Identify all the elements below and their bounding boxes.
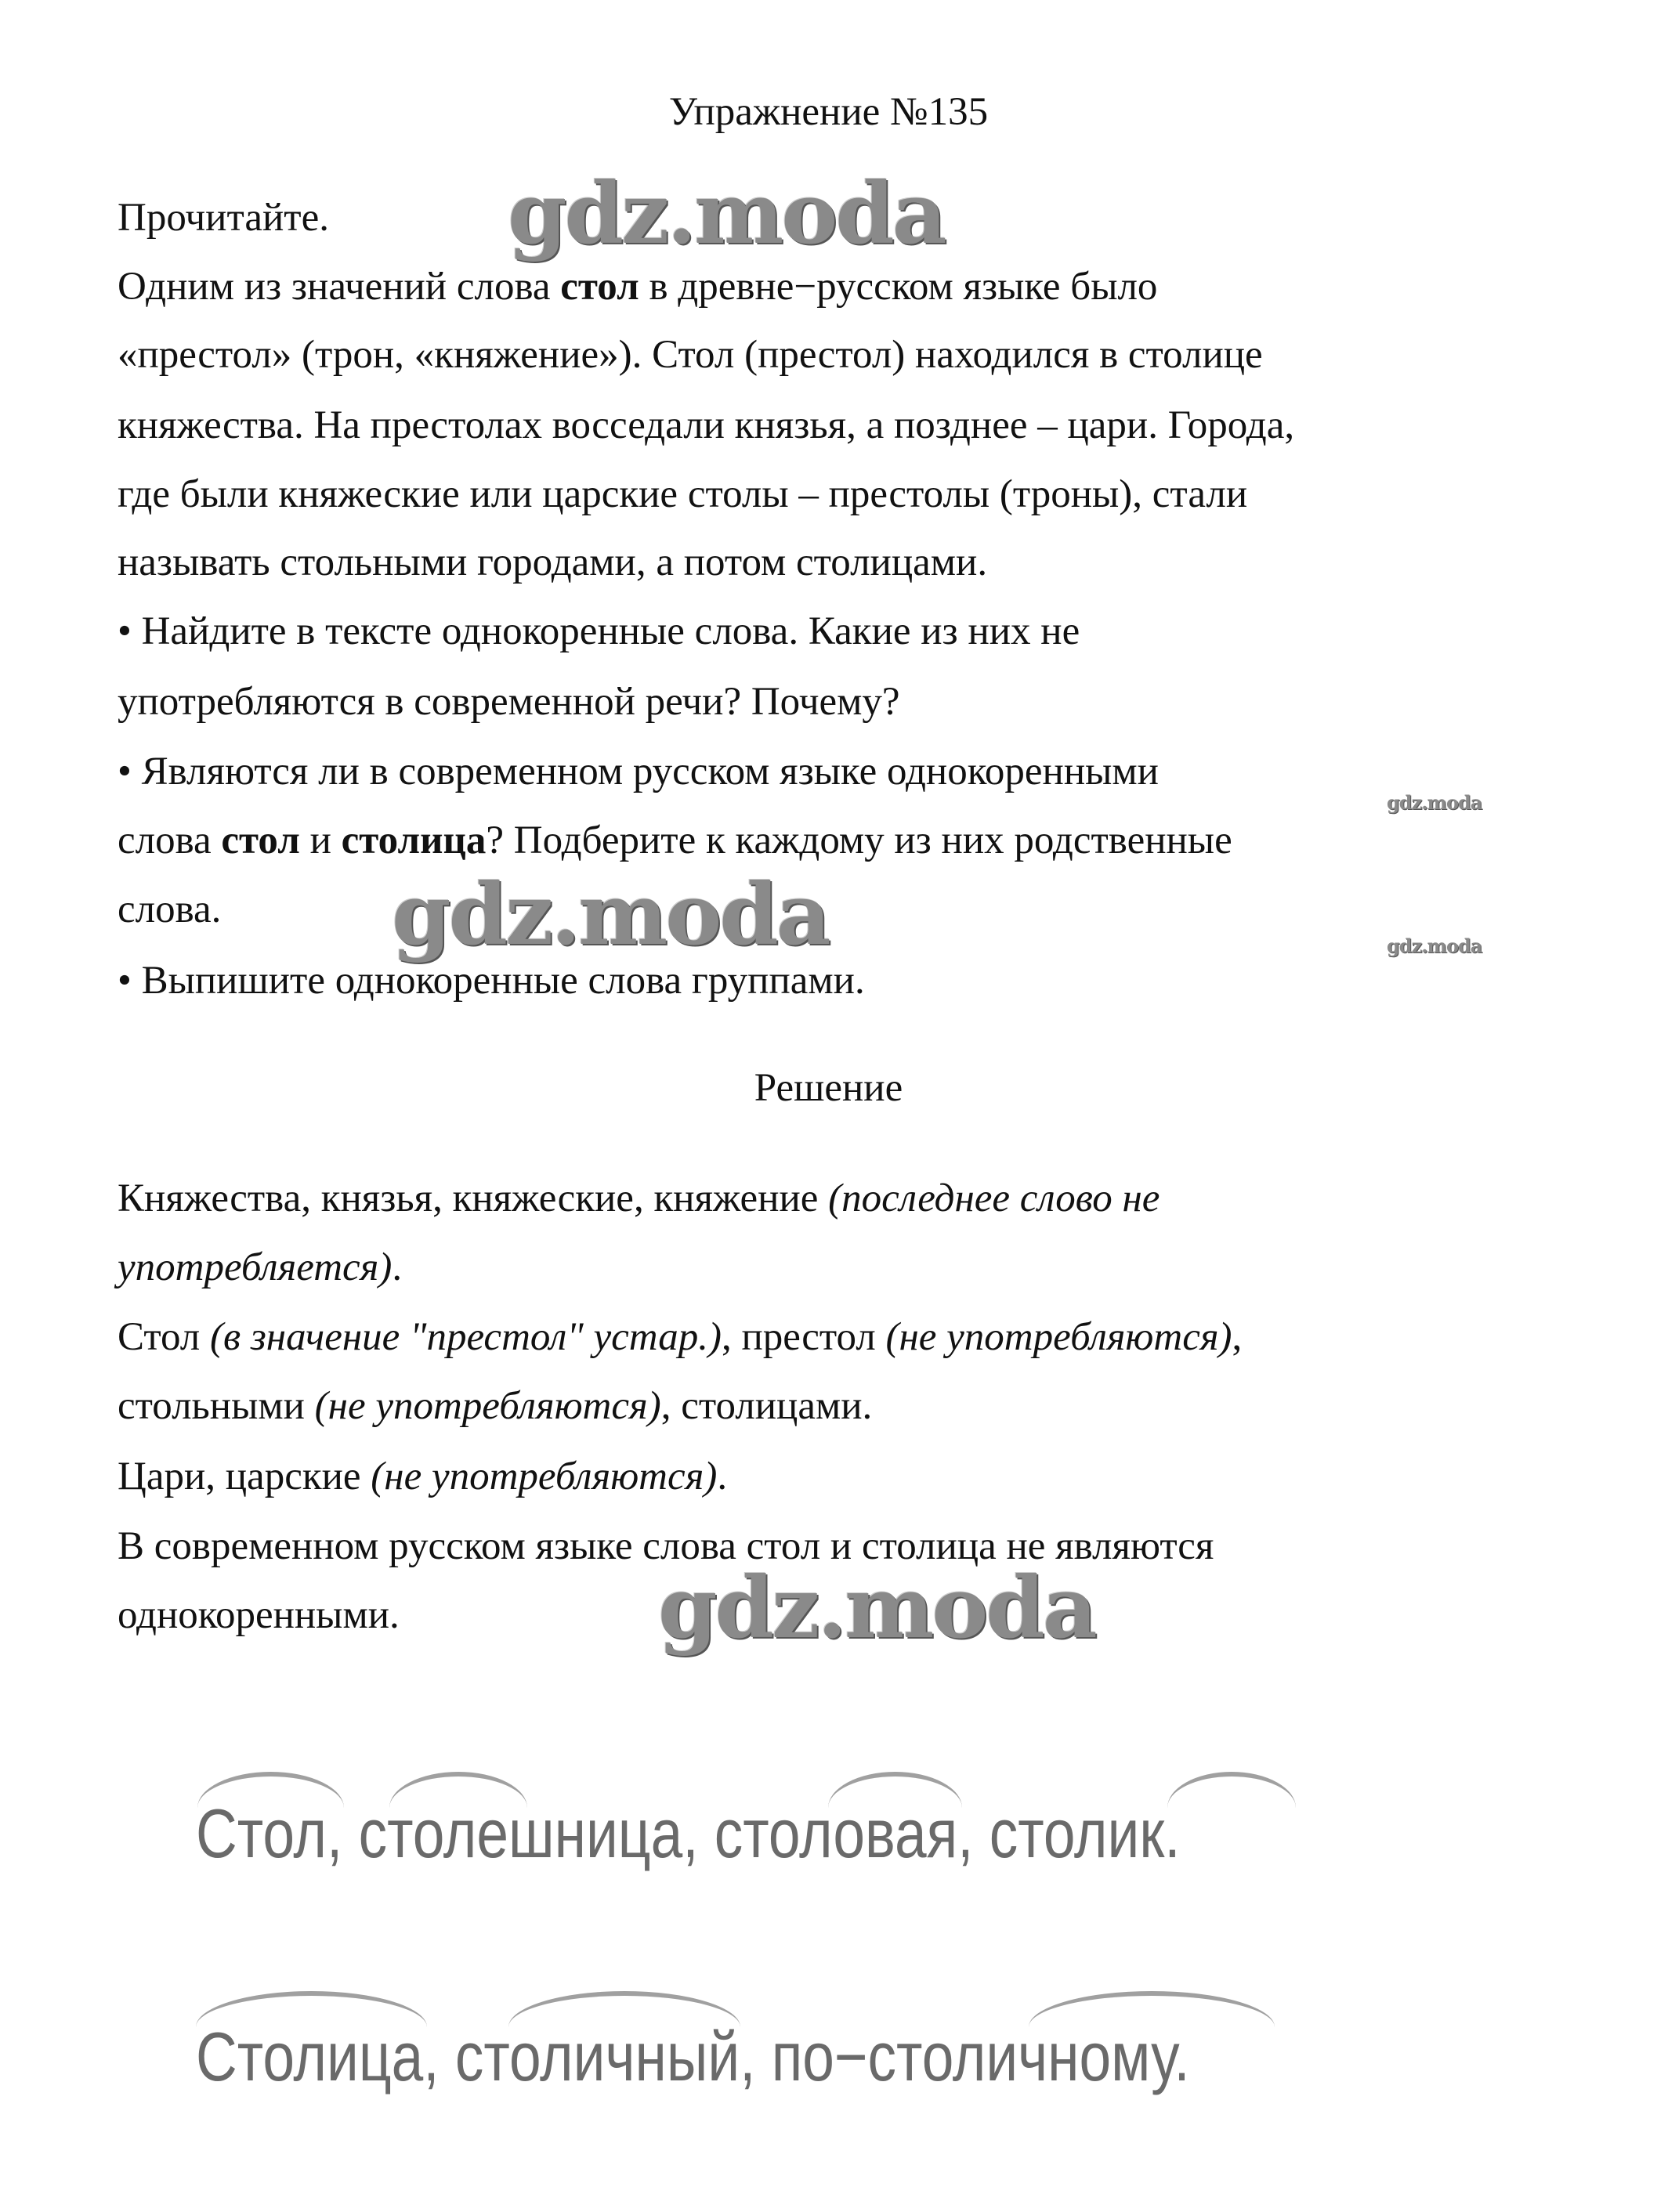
- note: (не употребляются): [314, 1384, 661, 1428]
- bold-word: стол: [221, 819, 300, 862]
- task-paragraph-line: княжества. На престолах восседали князья, а позднее – цари. Города,: [118, 403, 1295, 447]
- solution-line: [118, 1302, 1242, 1372]
- note: употребляется): [118, 1245, 393, 1289]
- solution-line: [118, 1441, 727, 1512]
- text: ? Подберите к каждому из них родственные: [486, 819, 1232, 862]
- text: .: [392, 1245, 403, 1289]
- task-question-1-cont: употребляются в современной речи? Почему?: [118, 680, 900, 724]
- text: и: [299, 819, 342, 862]
- task-paragraph-line: где были княжеские или царские столы – престолы (троны), стали: [118, 472, 1248, 516]
- watermark-logo: gdz.moda: [658, 1559, 1095, 1657]
- task-question-2-end: слова.: [118, 887, 222, 931]
- handwritten-group-2: Столица, столичный, по−столичному.: [196, 2018, 1190, 2095]
- solution-line: [118, 1371, 872, 1441]
- task-question-2: • Являются ли в современном русском языке однокоренными: [118, 750, 1159, 793]
- exercise-title: Упражнение №135: [668, 90, 989, 134]
- text: ,: [1232, 1315, 1243, 1359]
- bold-word: столица: [341, 819, 487, 862]
- watermark-logo-small: gdz.moda: [1387, 934, 1482, 957]
- text: Одним из значений слова: [118, 265, 561, 309]
- text: в древне−русском языке было: [639, 265, 1158, 309]
- solution-heading: Решение: [754, 1066, 903, 1110]
- solution-line: однокоренными.: [118, 1593, 400, 1637]
- handwritten-group-1: Стол, столешница, столовая, столик.: [196, 1795, 1181, 1872]
- solution-line: В современном русском языке слова стол и столица не являются: [118, 1524, 1214, 1568]
- note: (в значение "престол" устар.): [210, 1315, 722, 1359]
- text: Стол: [118, 1315, 210, 1359]
- text: стольными: [118, 1384, 315, 1428]
- watermark-logo: gdz.moda: [508, 164, 945, 263]
- text: , престол: [722, 1315, 886, 1359]
- watermark-logo: gdz.moda: [392, 866, 829, 964]
- text: Княжества, князья, княжеские, княжение: [118, 1176, 829, 1220]
- note: (последнее слово не: [828, 1176, 1160, 1220]
- text: , столицами.: [660, 1384, 873, 1428]
- task-question-3: • Выпишите однокоренные слова группами.: [118, 959, 865, 1003]
- task-paragraph-line: «престол» (трон, «княжение»). Стол (престол) находился в столице: [118, 333, 1263, 377]
- solution-line: [118, 1232, 402, 1303]
- text: слова: [118, 819, 222, 862]
- task-paragraph-line: называть стольными городами, а потом столицами.: [118, 540, 988, 584]
- root-arc-mark: [1167, 1772, 1296, 1808]
- task-read: Прочитайте.: [118, 196, 329, 240]
- task-question-1: • Найдите в тексте однокоренные слова. Какие из них не: [118, 609, 1080, 653]
- text: Цари, царские: [118, 1455, 371, 1498]
- text: .: [717, 1455, 728, 1498]
- note: (не употребляются): [885, 1315, 1232, 1359]
- bold-word: стол: [560, 265, 639, 309]
- solution-line: [118, 1163, 1160, 1234]
- watermark-logo-small: gdz.moda: [1387, 791, 1482, 814]
- note: (не употребляются): [371, 1455, 718, 1498]
